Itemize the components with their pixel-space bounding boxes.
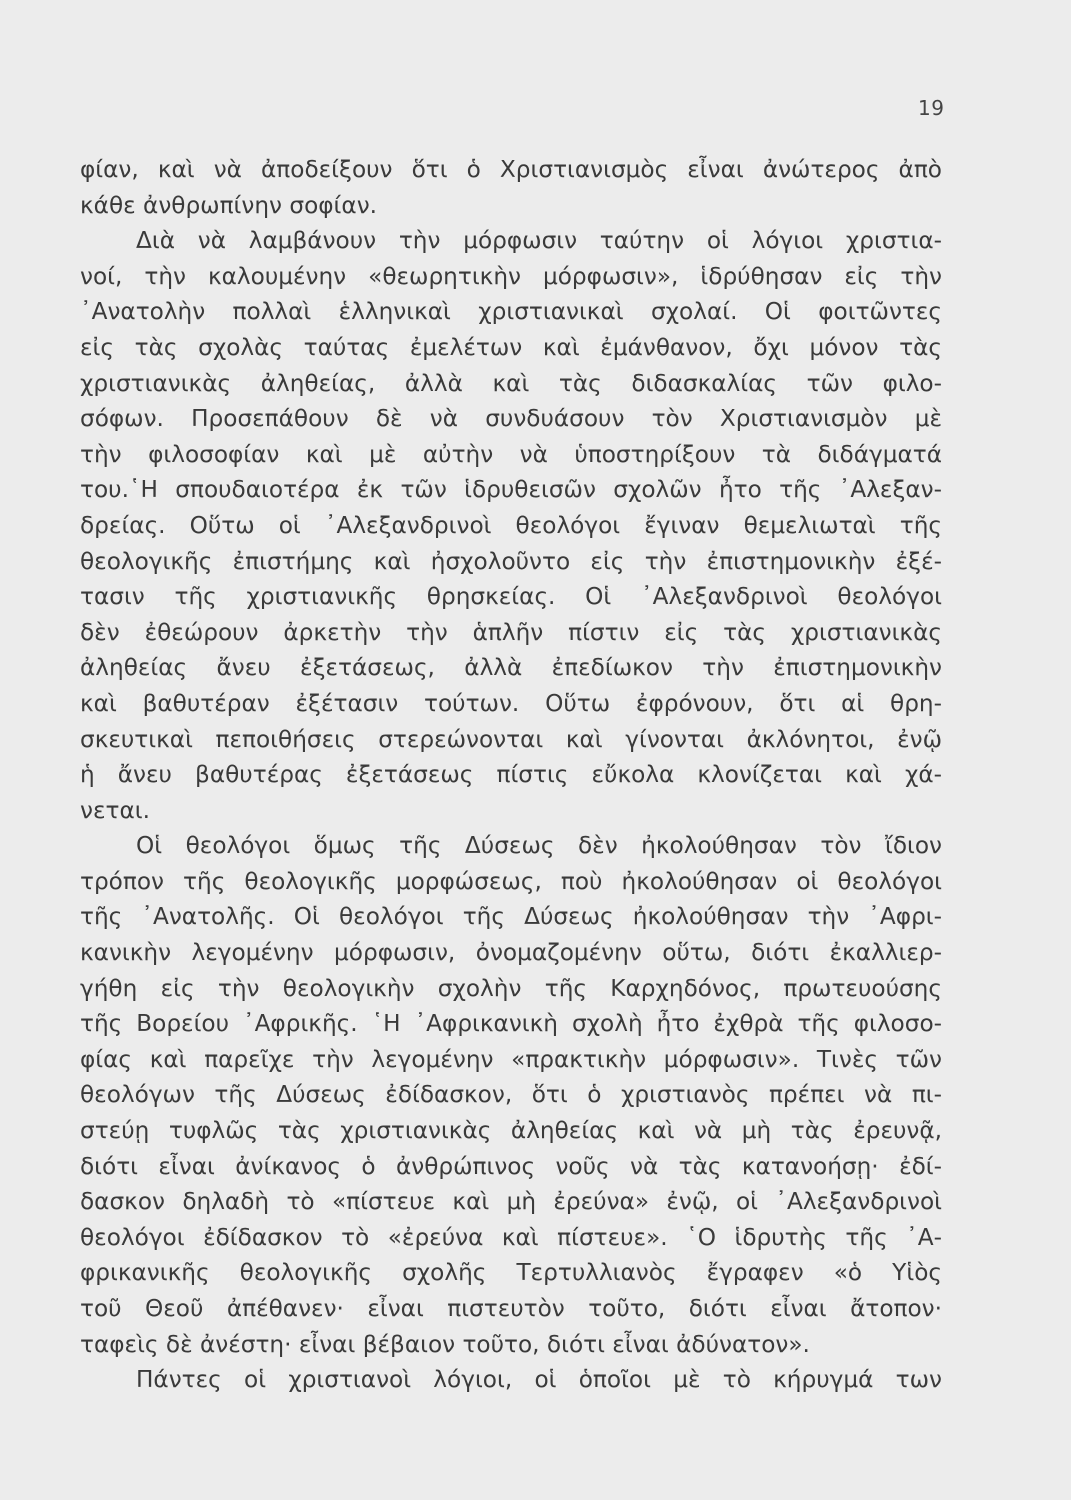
text-line: φρικανικῆς θεολογικῆς σχολῆς Τερτυλλιανὸς ἔγραφεν «ὁ Υἱὸς <box>80 1259 942 1287</box>
text-line: τασιν τῆς χριστιανικῆς θρησκείας. Οἱ ᾿Αλεξανδρινοὶ θεολόγοι <box>80 583 942 611</box>
text-line: διότι εἶναι ἀνίκανος ὁ ἀνθρώπινος νοῦς νὰ τὰς κατανοήσῃ· ἐδί- <box>80 1152 942 1180</box>
text-line: νοί, τὴν καλουμένην «θεωρητικὴν μόρφωσιν», ἱδρύθησαν εἰς τὴν <box>80 262 942 290</box>
text-line: Διὰ νὰ λαμβάνουν τὴν μόρφωσιν ταύτην οἱ λόγιοι χριστια- <box>136 227 942 255</box>
text-line: γήθη εἰς τὴν θεολογικὴν σχολὴν τῆς Καρχηδόνος, πρωτευούσης <box>80 974 942 1002</box>
text-line: εἰς τὰς σχολὰς ταύτας ἐμελέτων καὶ ἐμάνθανον, ὄχι μόνον τὰς <box>80 333 942 361</box>
text-line: νεται. <box>80 796 150 824</box>
text-line: στεύῃ τυφλῶς τὰς χριστιανικὰς ἀληθείας καὶ νὰ μὴ τὰς ἐρευνᾷ, <box>80 1117 942 1145</box>
text-line: τῆς ᾿Ανατολῆς. Οἱ θεολόγοι τῆς Δύσεως ἠκολούθησαν τὴν ᾿Αφρι- <box>80 903 942 931</box>
text-line: τὴν φιλοσοφίαν καὶ μὲ αὐτὴν νὰ ὑποστηρίξουν τὰ διδάγματά <box>80 440 942 468</box>
text-line: θεολογικῆς ἐπιστήμης καὶ ἠσχολοῦντο εἰς τὴν ἐπιστημονικὴν ἐξέ- <box>80 547 942 575</box>
text-line: τρόπον τῆς θεολογικῆς μορφώσεως, ποὺ ἠκολούθησαν οἱ θεολόγοι <box>80 867 942 895</box>
text-line: σκευτικαὶ πεποιθήσεις στερεώνονται καὶ γίνονται ἀκλόνητοι, ἐνῷ <box>80 725 942 753</box>
body-text <box>80 152 942 1398</box>
page-number: 19 <box>918 96 945 120</box>
text-line: ταφεὶς δὲ ἀνέστη· εἶναι βέβαιον τοῦτο, διότι εἶναι ἀδύνατον». <box>80 1330 810 1358</box>
text-line: τῆς Βορείου ᾿Αφρικῆς. ῾Η ᾿Αφρικανικὴ σχολὴ ἦτο ἐχθρὰ τῆς φιλοσο- <box>80 1010 942 1038</box>
text-line: δὲν ἐθεώρουν ἀρκετὴν τὴν ἁπλῆν πίστιν εἰς τὰς χριστιανικὰς <box>80 618 942 646</box>
text-line: κάθε ἀνθρωπίνην σοφίαν. <box>80 191 378 219</box>
text-line: του.῾Η σπουδαιοτέρα ἐκ τῶν ἱδρυθεισῶν σχολῶν ἦτο τῆς ᾿Αλεξαν- <box>80 476 942 504</box>
text-line: θεολόγοι ἐδίδασκον τὸ «ἐρεύνα καὶ πίστευε». ῾Ο ἱδρυτὴς τῆς ᾿Α- <box>80 1223 942 1251</box>
text-line: φίαν, καὶ νὰ ἀποδείξουν ὅτι ὁ Χριστιανισμὸς εἶναι ἀνώτερος ἀπὸ <box>80 156 942 183</box>
text-line: καὶ βαθυτέραν ἐξέτασιν τούτων. Οὕτω ἐφρόνουν, ὅτι αἱ θρη- <box>80 689 942 717</box>
text-line: Πάντες οἱ χριστιανοὶ λόγιοι, οἱ ὁποῖοι μὲ τὸ κήρυγμά των <box>136 1366 942 1394</box>
text-line: θεολόγων τῆς Δύσεως ἐδίδασκον, ὅτι ὁ χριστιανὸς πρέπει νὰ πι- <box>80 1081 942 1109</box>
text-line: ᾿Ανατολὴν πολλαὶ ἑλληνικαὶ χριστιανικαὶ σχολαί. Οἱ φοιτῶντες <box>80 298 942 326</box>
text-line: δρείας. Οὕτω οἱ ᾿Αλεξανδρινοὶ θεολόγοι ἔγιναν θεμελιωταὶ τῆς <box>80 511 942 539</box>
text-line: Οἱ θεολόγοι ὅμως τῆς Δύσεως δὲν ἠκολούθησαν τὸν ἴδιον <box>136 832 942 860</box>
text-line: ἡ ἄνευ βαθυτέρας ἐξετάσεως πίστις εὔκολα κλονίζεται καὶ χά- <box>80 761 942 789</box>
text-line: κανικὴν λεγομένην μόρφωσιν, ὀνομαζομένην οὕτω, διότι ἐκαλλιερ- <box>80 939 942 967</box>
text-line: δασκον δηλαδὴ τὸ «πίστευε καὶ μὴ ἐρεύνα» ἐνῷ, οἱ ᾿Αλεξανδρινοὶ <box>80 1188 942 1216</box>
text-line: χριστιανικὰς ἀληθείας, ἀλλὰ καὶ τὰς διδασκαλίας τῶν φιλο- <box>80 369 942 397</box>
text-line: φίας καὶ παρεῖχε τὴν λεγομένην «πρακτικὴν μόρφωσιν». Τινὲς τῶν <box>80 1045 942 1073</box>
text-line: τοῦ Θεοῦ ἀπέθανεν· εἶναι πιστευτὸν τοῦτο, διότι εἶναι ἄτοπον· <box>80 1295 942 1322</box>
text-line: ἀληθείας ἄνευ ἐξετάσεως, ἀλλὰ ἐπεδίωκον τὴν ἐπιστημονικὴν <box>80 654 942 682</box>
text-line: σόφων. Προσεπάθουν δὲ νὰ συνδυάσουν τὸν Χριστιανισμὸν μὲ <box>80 405 942 433</box>
